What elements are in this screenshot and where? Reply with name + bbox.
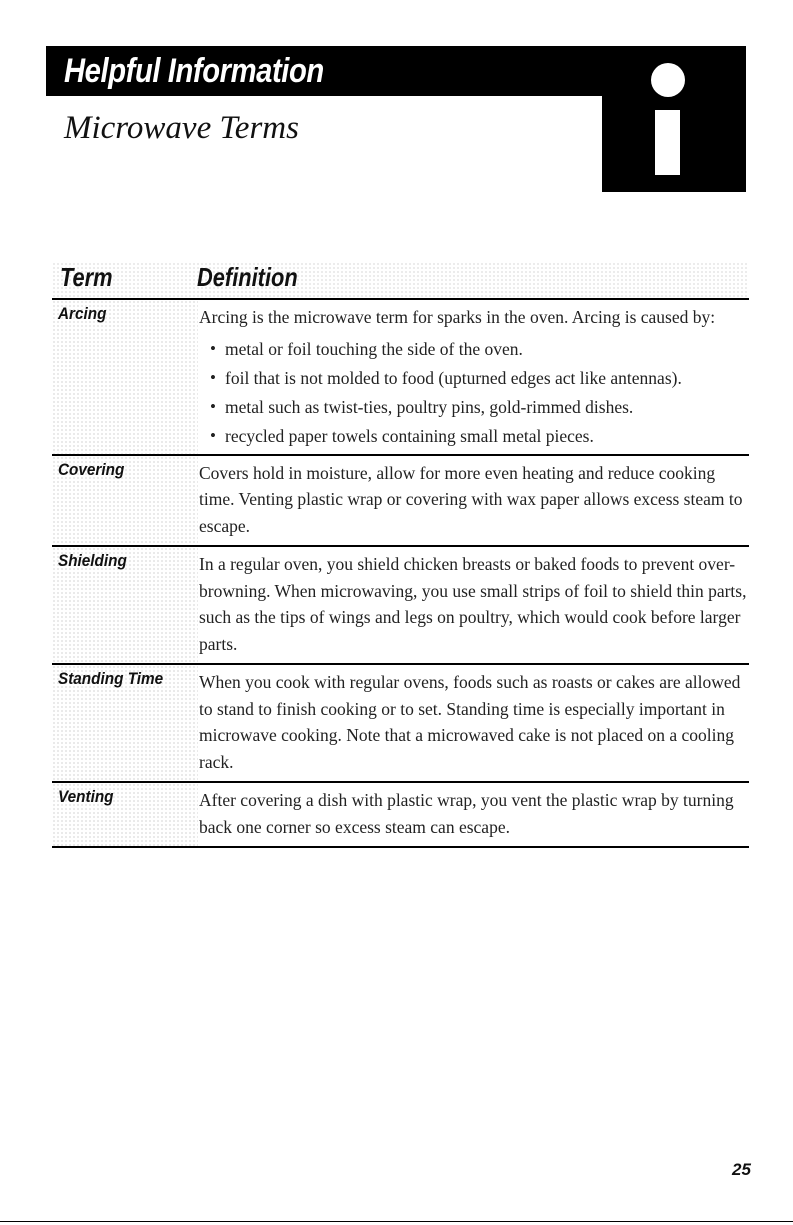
definition-text: After covering a dish with plastic wrap, you vent the plastic wrap by turning back one corner so excess steam can escape. <box>199 790 734 837</box>
list-item: • metal such as twist-ties, poultry pins, gold-rimmed dishes. <box>199 395 749 419</box>
section-title: Helpful Information <box>64 52 324 90</box>
info-icon <box>651 63 685 97</box>
column-header-term: Term <box>60 262 113 292</box>
definition-cell <box>199 783 749 846</box>
definition-text: When you cook with regular ovens, foods such as roasts or cakes are allowed to stand to finish cooking or to set. Standing time is especially important in microwave cooking. Note that a microwaved cake is not placed on a cooling rack. <box>199 672 741 772</box>
table-row <box>52 547 749 665</box>
definition-text: Covers hold in moisture, allow for more even heating and reduce cooking time. Venting plastic wrap or covering with wax paper allows excess steam to escape. <box>199 462 743 536</box>
term-name: Venting <box>58 787 114 806</box>
term-name: Standing Time <box>58 669 164 688</box>
table-header <box>52 262 749 300</box>
definition-text: Arcing is the microwave term for sparks in the oven. Arcing is caused by: <box>199 307 716 327</box>
terms-table <box>52 262 749 848</box>
term-name: Covering <box>58 459 125 479</box>
definition-cell <box>199 665 749 781</box>
divider <box>0 1221 793 1222</box>
page-number: 25 <box>732 1160 751 1179</box>
term-name: Shielding <box>58 551 127 570</box>
definition-cell <box>199 547 749 663</box>
definition-cell <box>199 456 749 546</box>
term-name: Arcing <box>58 304 107 323</box>
definition-text: In a regular oven, you shield chicken breasts or baked foods to prevent over-browning. When microwaving, you use small strips of foil to shield thin parts, such as the tips of wings and legs on poultry, which would cook before larger parts. <box>199 554 747 654</box>
list-item: • foil that is not molded to food (upturned edges act like antennas). <box>199 366 749 390</box>
page-title: Microwave Terms <box>64 110 299 146</box>
table-row <box>52 783 749 848</box>
bullet-list <box>199 337 749 448</box>
definition-cell <box>199 300 749 454</box>
table-row <box>52 300 749 456</box>
column-header-definition: Definition <box>197 262 298 292</box>
table-row <box>52 456 749 548</box>
info-icon-bar <box>655 110 680 175</box>
table-row <box>52 665 749 783</box>
list-item: • metal or foil touching the side of the oven. <box>199 337 749 361</box>
list-item: • recycled paper towels containing small metal pieces. <box>199 424 749 448</box>
